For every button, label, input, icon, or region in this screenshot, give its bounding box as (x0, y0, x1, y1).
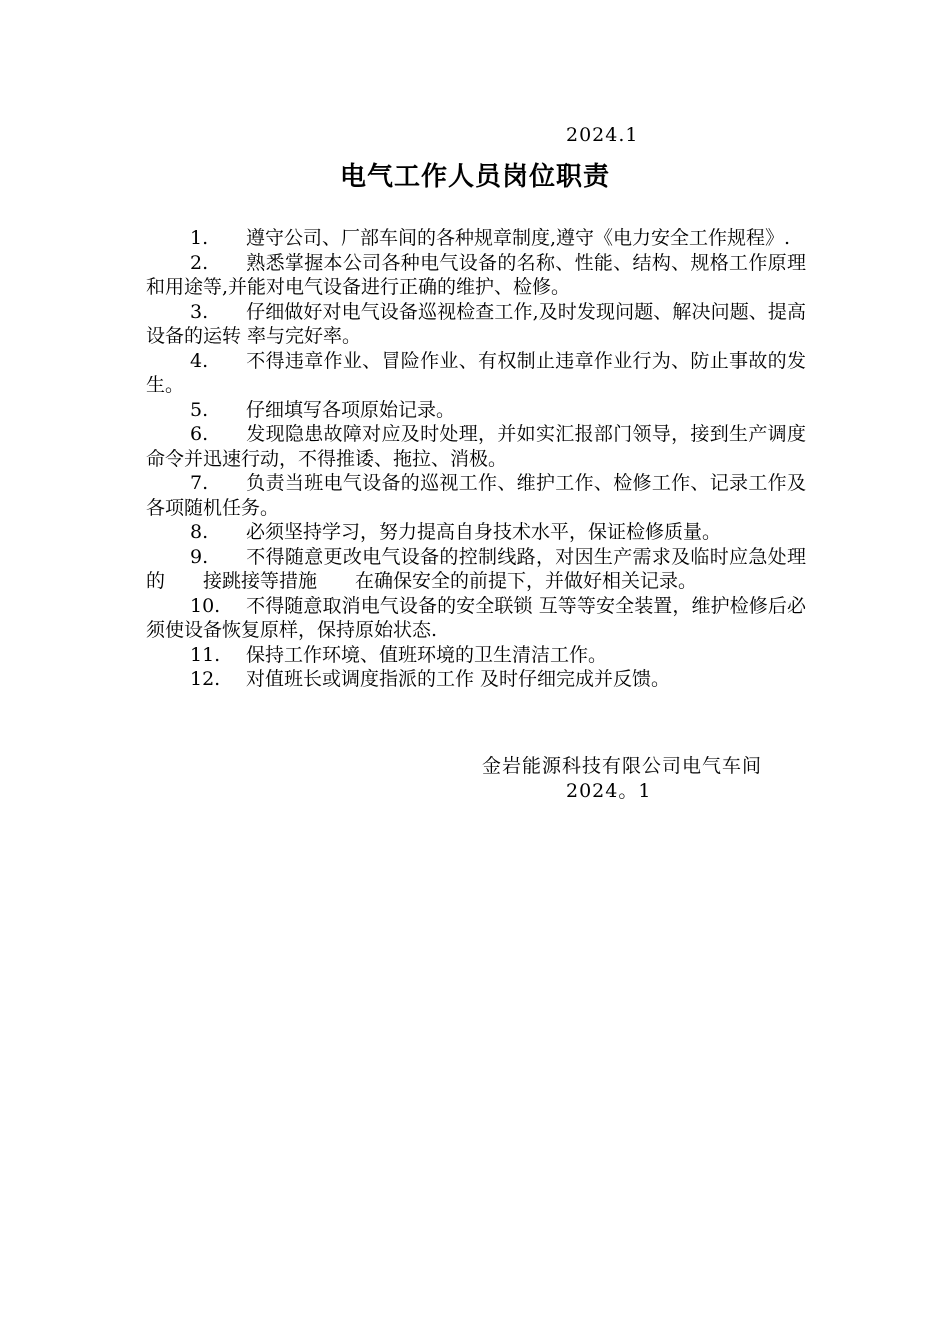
signature-date: 2024。1 (566, 780, 652, 802)
duty-item-5 (146, 398, 806, 423)
duty-number: 6. (190, 423, 209, 445)
duty-item-11 (146, 643, 806, 668)
duty-item-4 (146, 349, 806, 398)
duty-text: 负责当班电气设备的巡视工作、维护工作、检修工作、记录工作及各项随机任务。 (146, 472, 806, 519)
duty-text: 熟悉掌握本公司各种电气设备的名称、性能、结构、规格工作原理和用途等,并能对电气设备进行正确的维护、检修。 (146, 251, 806, 298)
duty-item-7 (146, 471, 806, 520)
duty-item-10 (146, 594, 806, 643)
document-date-top: 2024.1 (566, 124, 639, 146)
duty-item-12 (146, 667, 806, 692)
duty-number: 2. (190, 251, 209, 274)
duty-number: 8. (190, 521, 209, 543)
duty-number: 11. (190, 643, 221, 666)
duty-number: 5. (190, 398, 209, 421)
duty-text: 必须坚持学习，努力提高自身技术水平，保证检修质量。 (246, 521, 722, 543)
duty-text: 仔细填写各项原始记录。 (246, 398, 456, 421)
duty-number: 9. (190, 545, 209, 568)
duty-number: 10. (190, 594, 221, 617)
duty-item-8 (146, 520, 806, 545)
duty-list (146, 226, 806, 692)
duty-number: 4. (190, 349, 209, 372)
duty-text: 保持工作环境、值班环境的卫生清洁工作。 (246, 643, 608, 666)
duty-text: 遵守公司、厂部车间的各种规章制度,遵守《电力安全工作规程》. (246, 227, 791, 249)
duty-item-2 (146, 251, 806, 300)
duty-number: 7. (190, 472, 209, 494)
duty-item-1 (146, 226, 806, 251)
duty-number: 12. (190, 668, 221, 690)
duty-text: 仔细做好对电气设备巡视检查工作,及时发现问题、解决问题、提高设备的运转 率与完好率。 (146, 300, 806, 347)
duty-item-9 (146, 545, 806, 594)
duty-number: 1. (190, 227, 209, 249)
document-title: 电气工作人员岗位职责 (339, 162, 610, 192)
duty-text: 发现隐患故障对应及时处理，并如实汇报部门领导，接到生产调度命令并迅速行动，不得推诿、拖拉、消极。 (146, 423, 806, 470)
duty-number: 3. (190, 300, 209, 323)
duty-item-3 (146, 300, 806, 349)
duty-item-6 (146, 422, 806, 471)
duty-text: 对值班长或调度指派的工作 及时仔细完成并反馈。 (246, 668, 671, 690)
duty-text: 不得随意取消电气设备的安全联锁 互等等安全装置，维护检修后必须使设备恢复原样，保持原始状态. (146, 594, 806, 641)
duty-text: 不得随意更改电气设备的控制线路，对因生产需求及临时应急处理的 接跳接等措施 在确保安全的前提下，并做好相关记录。 (146, 545, 806, 592)
duty-text: 不得违章作业、冒险作业、有权制止违章作业行为、防止事故的发生。 (146, 349, 806, 396)
signature-company: 金岩能源科技有限公司电气车间 (482, 755, 763, 777)
